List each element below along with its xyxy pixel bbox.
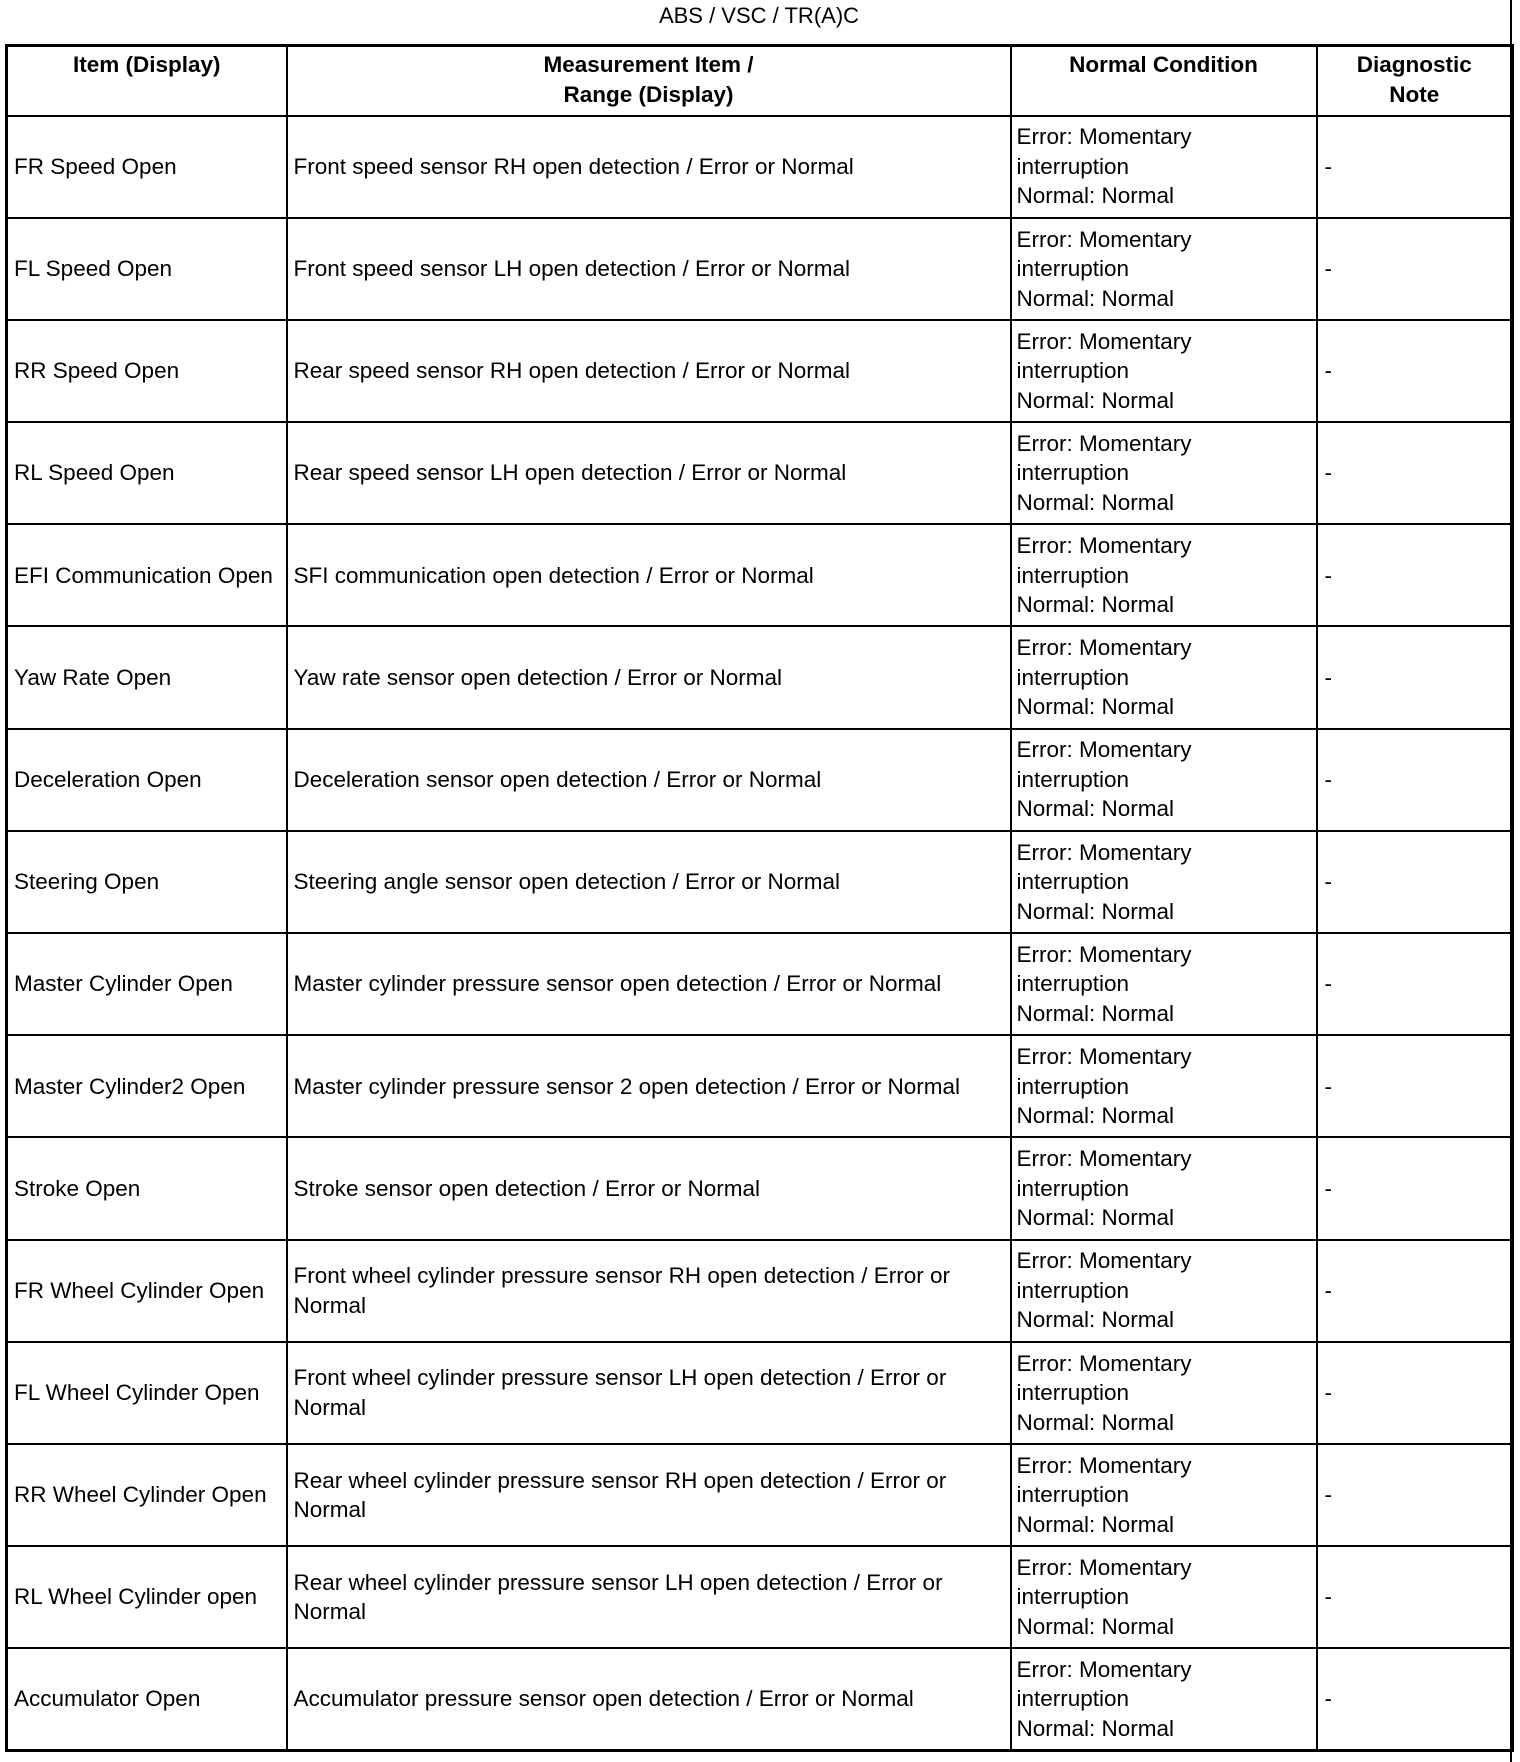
item-cell-text: Stroke Open [14,1175,141,1201]
normal-condition-cell-text: interruption [1016,358,1130,384]
normal-condition-cell [1011,524,1317,626]
header-normal-label: Normal Condition [1069,52,1258,77]
measurement-cell [287,831,1011,933]
table-row [7,831,1513,933]
diagnostic-note-cell [1317,933,1513,1035]
item-cell [7,218,287,320]
normal-condition-cell-text: Normal: Normal [1016,592,1175,618]
measurement-cell [287,1444,1011,1546]
normal-condition-cell-text: Normal: Normal [1016,183,1175,209]
measurement-cell-text: Deceleration sensor open detection / Error or Normal [293,766,822,792]
header-item [7,46,287,116]
diagnostic-note-cell-text: - [1324,460,1332,486]
table-row [7,626,1513,728]
measurement-cell [287,1240,1011,1342]
diagnostic-note-cell-text: - [1324,1380,1332,1406]
normal-condition-cell-text: interruption [1016,1482,1130,1508]
item-cell [7,1240,287,1342]
table-row [7,422,1513,524]
table-row [7,1137,1513,1239]
header-measurement [287,46,1011,116]
normal-condition-cell [1011,933,1317,1035]
normal-condition-cell-text: Normal: Normal [1016,1103,1175,1129]
measurement-cell [287,1648,1011,1750]
normal-condition-cell-text: Error: Momentary [1016,328,1192,354]
normal-condition-cell-text: Error: Momentary [1016,124,1192,150]
item-cell [7,933,287,1035]
normal-condition-cell-text: Normal: Normal [1016,489,1175,515]
normal-condition-cell-text: Normal: Normal [1016,1409,1175,1435]
normal-condition-cell-text: Normal: Normal [1016,387,1175,413]
diagnostic-note-cell-text: - [1324,766,1332,792]
normal-condition-cell-text: Error: Momentary [1016,1452,1192,1478]
normal-condition-cell-text: interruption [1016,153,1130,179]
normal-condition-cell-text: Normal: Normal [1016,285,1175,311]
diagnostic-note-cell [1317,116,1513,218]
measurement-cell-text: Master cylinder pressure sensor open detection / Error or Normal [293,971,942,997]
normal-condition-cell [1011,1342,1317,1444]
measurement-cell-text: Yaw rate sensor open detection / Error or Normal [293,664,783,690]
measurement-cell-text: Steering angle sensor open detection / Error or Normal [293,869,841,895]
diagnostic-note-cell [1317,729,1513,831]
measurement-cell [287,1035,1011,1137]
item-cell [7,1546,287,1648]
item-cell [7,1035,287,1137]
normal-condition-cell [1011,320,1317,422]
measurement-cell [287,1137,1011,1239]
measurement-cell [287,1342,1011,1444]
table-row [7,1648,1513,1750]
normal-condition-cell-text: interruption [1016,1277,1130,1303]
item-cell [7,320,287,422]
diagnostic-note-cell-text: - [1324,1482,1332,1508]
measurement-cell-text: Rear speed sensor RH open detection / Error or Normal [293,358,851,384]
measurement-cell-text: Front speed sensor RH open detection / Error or Normal [293,153,854,179]
normal-condition-cell-text: Error: Momentary [1016,737,1192,763]
item-cell-text: Master Cylinder2 Open [14,1073,246,1099]
diagnostic-note-cell [1317,1137,1513,1239]
header-diagnostic-note [1317,46,1513,116]
diagnostic-note-cell [1317,1648,1513,1750]
diagnostic-note-cell [1317,422,1513,524]
normal-condition-cell [1011,1546,1317,1648]
item-cell [7,831,287,933]
item-cell-text: RL Speed Open [14,460,175,486]
normal-condition-cell-text: Error: Momentary [1016,635,1192,661]
diagnostic-note-cell [1317,1444,1513,1546]
normal-condition-cell-text: Error: Momentary [1016,226,1192,252]
header-measurement-line1: Measurement Item / [543,52,754,77]
normal-condition-cell-text: Error: Momentary [1016,1554,1192,1580]
normal-condition-cell-text: Error: Momentary [1016,1350,1192,1376]
measurement-cell [287,116,1011,218]
diagnostic-note-cell-text: - [1324,1686,1332,1712]
table-row [7,1342,1513,1444]
diagnostic-note-cell [1317,1240,1513,1342]
normal-condition-cell-text: interruption [1016,664,1130,690]
normal-condition-cell-text: Normal: Normal [1016,1613,1175,1639]
item-cell-text: RR Wheel Cylinder Open [14,1482,267,1508]
normal-condition-cell-text: interruption [1016,971,1130,997]
normal-condition-cell-text: Normal: Normal [1016,1000,1175,1026]
normal-condition-cell-text: Error: Momentary [1016,1146,1192,1172]
table-header-row [7,46,1513,116]
normal-condition-cell-text: interruption [1016,460,1130,486]
table-row [7,729,1513,831]
diagnostic-note-cell [1317,626,1513,728]
item-cell [7,626,287,728]
diagnostic-note-cell-text: - [1324,1175,1332,1201]
measurement-cell-text: Accumulator pressure sensor open detection / Error or Normal [293,1686,914,1712]
normal-condition-cell [1011,1137,1317,1239]
document-title: ABS / VSC / TR(A)C [658,3,860,28]
normal-condition-cell-text: Normal: Normal [1016,1511,1175,1537]
measurement-cell [287,218,1011,320]
normal-condition-cell-text: interruption [1016,1073,1130,1099]
item-cell [7,116,287,218]
diagnostic-note-cell [1317,1035,1513,1137]
item-cell-text: FL Speed Open [14,256,173,282]
table-row [7,524,1513,626]
diagnostic-note-cell-text: - [1324,1073,1332,1099]
normal-condition-cell [1011,729,1317,831]
diagnostic-note-cell-text: - [1324,869,1332,895]
item-cell-text: Master Cylinder Open [14,971,233,997]
normal-condition-cell-text: Error: Momentary [1016,1656,1192,1682]
measurement-cell-text: Rear wheel cylinder pressure sensor LH open detection / Error or Normal [293,1569,943,1625]
diagnostic-note-cell-text: - [1324,1277,1332,1303]
diagnostic-note-cell [1317,218,1513,320]
header-item-label: Item (Display) [72,52,221,77]
normal-condition-cell [1011,116,1317,218]
item-cell-text: RR Speed Open [14,358,180,384]
measurement-cell [287,524,1011,626]
item-cell [7,1444,287,1546]
normal-condition-cell-text: interruption [1016,256,1130,282]
diagnostic-note-cell-text: - [1324,153,1332,179]
header-measurement-line2: Range (Display) [563,81,734,107]
table-row [7,933,1513,1035]
normal-condition-cell-text: Normal: Normal [1016,694,1175,720]
normal-condition-cell-text: Error: Momentary [1016,533,1192,559]
table-row [7,218,1513,320]
table-row [7,1240,1513,1342]
normal-condition-cell-text: interruption [1016,1584,1130,1610]
normal-condition-cell [1011,1444,1317,1546]
item-cell [7,729,287,831]
diagnostic-note-cell-text: - [1324,562,1332,588]
item-cell-text: EFI Communication Open [14,562,273,588]
diagnostic-table [5,44,1514,1752]
item-cell-text: FL Wheel Cylinder Open [14,1380,260,1406]
measurement-cell [287,422,1011,524]
item-cell-text: Yaw Rate Open [14,664,172,690]
measurement-cell-text: Rear wheel cylinder pressure sensor RH open detection / Error or Normal [293,1467,947,1523]
table-row [7,1444,1513,1546]
normal-condition-cell-text: Error: Momentary [1016,1044,1192,1070]
item-cell [7,1648,287,1750]
diagnostic-note-cell [1317,1546,1513,1648]
normal-condition-cell-text: Normal: Normal [1016,1307,1175,1333]
normal-condition-cell-text: Error: Momentary [1016,1248,1192,1274]
diagnostic-note-cell [1317,831,1513,933]
normal-condition-cell-text: interruption [1016,562,1130,588]
normal-condition-cell-text: interruption [1016,1175,1130,1201]
normal-condition-cell-text: Normal: Normal [1016,1715,1175,1741]
table-row [7,320,1513,422]
measurement-cell-text: Front speed sensor LH open detection / Error or Normal [293,256,851,282]
normal-condition-cell-text: Error: Momentary [1016,941,1192,967]
measurement-cell [287,933,1011,1035]
normal-condition-cell-text: Normal: Normal [1016,796,1175,822]
table-row [7,1035,1513,1137]
table-row [7,1546,1513,1648]
diagnostic-note-cell-text: - [1324,664,1332,690]
measurement-cell-text: Master cylinder pressure sensor 2 open detection / Error or Normal [293,1073,961,1099]
table-body [7,116,1513,1751]
normal-condition-cell-text: interruption [1016,766,1130,792]
measurement-cell [287,729,1011,831]
diagnostic-note-cell-text: - [1324,971,1332,997]
item-cell [7,1342,287,1444]
diagnostic-note-cell [1317,1342,1513,1444]
normal-condition-cell-text: interruption [1016,1380,1130,1406]
item-cell-text: RL Wheel Cylinder open [14,1584,258,1610]
measurement-cell [287,320,1011,422]
normal-condition-cell-text: interruption [1016,1686,1130,1712]
diagnostic-note-cell-text: - [1324,358,1332,384]
diagnostic-note-cell [1317,524,1513,626]
normal-condition-cell [1011,218,1317,320]
normal-condition-cell [1011,1648,1317,1750]
item-cell-text: Steering Open [14,869,160,895]
measurement-cell-text: SFI communication open detection / Error or Normal [293,562,814,588]
header-normal-condition [1011,46,1317,116]
table-row [7,116,1513,218]
diagnostic-note-cell [1317,320,1513,422]
normal-condition-cell [1011,1035,1317,1137]
diagnostic-note-cell-text: - [1324,1584,1332,1610]
normal-condition-cell-text: interruption [1016,869,1130,895]
item-cell-text: FR Speed Open [14,153,177,179]
normal-condition-cell-text: Normal: Normal [1016,898,1175,924]
normal-condition-cell [1011,1240,1317,1342]
measurement-cell [287,626,1011,728]
measurement-cell-text: Stroke sensor open detection / Error or Normal [293,1175,760,1201]
header-diag-line2: Note [1389,81,1440,107]
measurement-cell-text: Front wheel cylinder pressure sensor RH open detection / Error or Normal [293,1263,951,1318]
item-cell [7,1137,287,1239]
normal-condition-cell [1011,626,1317,728]
item-cell-text: Deceleration Open [14,766,202,792]
header-diag-line1: Diagnostic [1356,52,1472,77]
item-cell [7,422,287,524]
item-cell-text: Accumulator Open [14,1686,201,1712]
item-cell-text: FR Wheel Cylinder Open [14,1277,265,1303]
normal-condition-cell-text: Normal: Normal [1016,1205,1175,1231]
normal-condition-cell-text: Error: Momentary [1016,430,1192,456]
measurement-cell [287,1546,1011,1648]
normal-condition-cell-text: Error: Momentary [1016,839,1192,865]
normal-condition-cell [1011,422,1317,524]
item-cell [7,524,287,626]
diagnostic-note-cell-text: - [1324,256,1332,282]
measurement-cell-text: Front wheel cylinder pressure sensor LH open detection / Error or Normal [293,1365,947,1420]
measurement-cell-text: Rear speed sensor LH open detection / Error or Normal [293,460,847,486]
normal-condition-cell [1011,831,1317,933]
